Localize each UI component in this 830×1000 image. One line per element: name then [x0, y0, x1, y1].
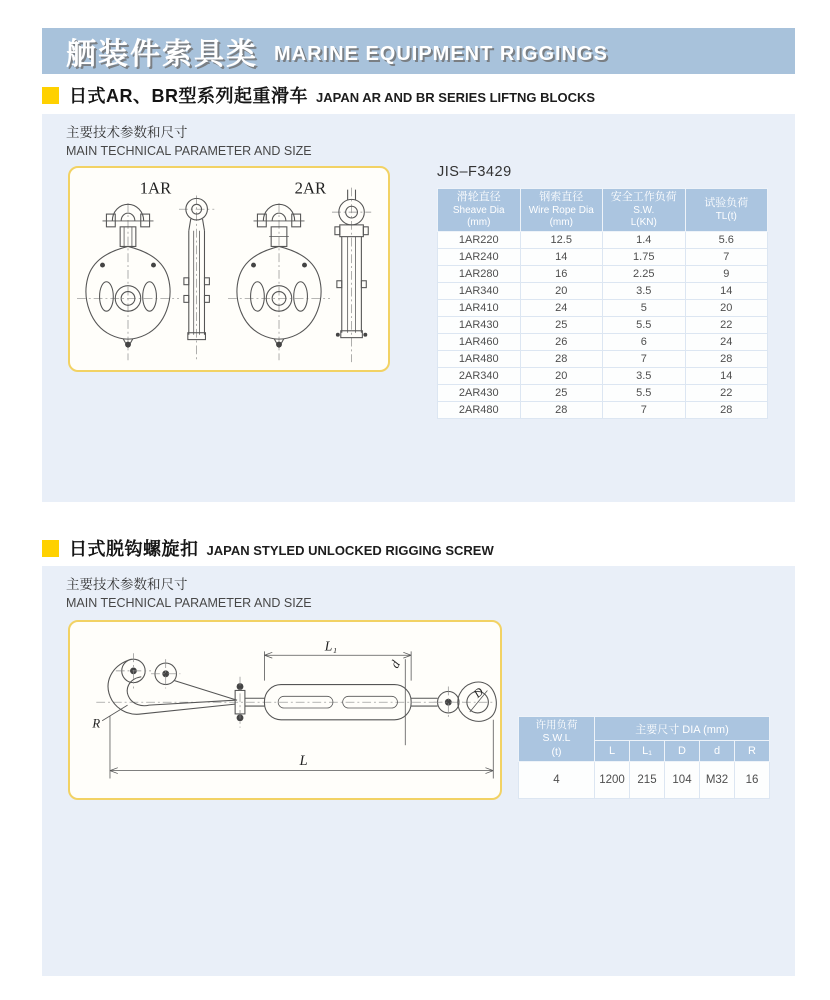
label-r: R	[92, 716, 101, 731]
rigging-screw-drawing	[68, 620, 502, 800]
dimension-l1	[264, 651, 411, 680]
section2-title-en: JAPAN STYLED UNLOCKED RIGGING SCREW	[206, 542, 494, 558]
table-row: 4 1200 215 104 M32 16	[519, 762, 770, 799]
2ar-side-view	[332, 188, 371, 363]
r-leader	[102, 705, 127, 721]
table-row: 2AR430 25 5.5 22	[438, 384, 768, 401]
dimension-l	[110, 716, 493, 779]
section1-subtitle-cn: 主要技术参数和尺寸	[66, 125, 188, 140]
lifting-blocks-drawing-svg	[70, 168, 388, 370]
table2-col-swl: 许用负荷 S.W.L (t)	[519, 717, 595, 762]
label-l1: L₁	[324, 638, 338, 654]
section1-subtitle	[66, 124, 312, 160]
standard-label: JIS–F3429	[437, 164, 512, 180]
section2-panel	[42, 566, 795, 976]
lifting-blocks-drawing	[68, 166, 390, 372]
table-row: 2AR340 20 3.5 14	[438, 367, 768, 384]
section2-subtitle-en: MAIN TECHNICAL PARAMETER AND SIZE	[66, 595, 312, 610]
table-row: 1AR410 24 5 20	[438, 299, 768, 316]
1ar-front-view	[77, 203, 179, 360]
table-row: 1AR240 14 1.75 7	[438, 248, 768, 265]
section1-title-cn: 日式AR、BR型系列起重滑车	[69, 86, 308, 106]
banner-title-cn: 舾装件索具类	[66, 38, 258, 71]
table2-col-L1: L₁	[630, 741, 665, 762]
2ar-front-view	[228, 203, 330, 360]
section1-panel	[42, 114, 795, 502]
table-row: 1AR430 25 5.5 22	[438, 316, 768, 333]
table2-col-d: d	[700, 741, 735, 762]
table2-col-R: R	[735, 741, 770, 762]
table-row: 1AR460 26 6 24	[438, 333, 768, 350]
page-banner	[42, 28, 795, 74]
section2-subtitle-cn: 主要技术参数和尺寸	[66, 577, 188, 592]
table1-col-sheave-dia: 滑轮直径 Sheave Dia (mm)	[438, 189, 521, 232]
rigging-screw-table	[518, 716, 770, 799]
drawing-label-2ar: 2AR	[294, 178, 327, 198]
section1-heading	[42, 84, 595, 106]
1ar-side-view	[179, 195, 214, 362]
lifting-blocks-table	[437, 188, 768, 419]
label-big-d: D	[471, 685, 487, 701]
section1-title-en: JAPAN AR AND BR SERIES LIFTNG BLOCKS	[316, 89, 596, 105]
table2-dims-header: 主要尺寸 DIA (mm)	[595, 717, 770, 741]
table1-header-row	[438, 189, 768, 232]
table-row: 2AR480 28 7 28	[438, 401, 768, 418]
section2-bullet-icon	[42, 540, 59, 557]
table-row: 1AR220 12.5 1.4 5.6	[438, 231, 768, 248]
table1-col-swl: 安全工作负荷 S.W. L(KN)	[603, 189, 686, 232]
label-d: d	[387, 658, 404, 671]
drawing-label-1ar: 1AR	[139, 178, 172, 198]
table1-col-wire-rope-dia: 钢索直径 Wire Rope Dia (mm)	[520, 189, 603, 232]
table2-col-L: L	[595, 741, 630, 762]
section2-heading	[42, 537, 494, 559]
table2-col-D: D	[665, 741, 700, 762]
table-row: 1AR280 16 2.25 9	[438, 265, 768, 282]
label-l: L	[299, 752, 308, 769]
section1-subtitle-en: MAIN TECHNICAL PARAMETER AND SIZE	[66, 143, 312, 158]
rigging-screw-drawing-svg	[70, 622, 500, 798]
table-row: 1AR340 20 3.5 14	[438, 282, 768, 299]
section2-subtitle	[66, 576, 312, 612]
banner-title-en: MARINE EQUIPMENT RIGGINGS	[274, 42, 608, 65]
section1-bullet-icon	[42, 87, 59, 104]
table1-col-test-load: 试验负荷 TL(t)	[685, 189, 768, 232]
table-row: 1AR480 28 7 28	[438, 350, 768, 367]
section2-title-cn: 日式脱钩螺旋扣	[69, 539, 199, 559]
table2-header-row1	[519, 717, 770, 741]
